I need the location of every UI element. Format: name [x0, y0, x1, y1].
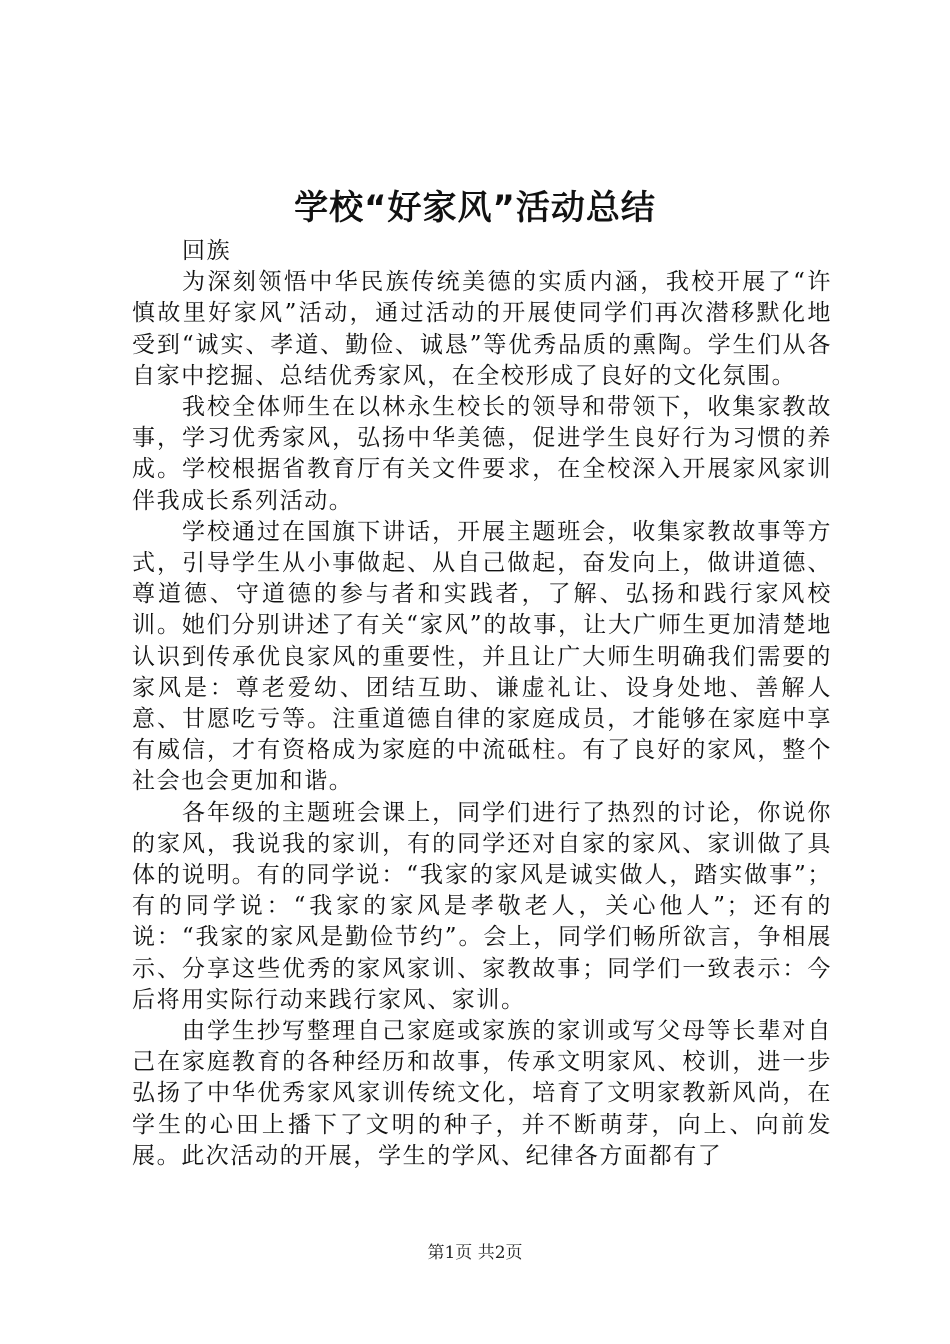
paragraph: 为深刻领悟中华民族传统美德的实质内涵，我校开展了“许慎故里好家风”活动，通过活动的开展使同学们再次潜移默化地受到“诚实、孝道、勤俭、诚恳”等优秀品质的熏陶。学生们从各自家中挖掘、总结优秀家风，在全校形成了良好的文化氛围。: [132, 269, 832, 389]
document-title: 学校“好家风”活动总结: [294, 188, 656, 228]
paragraph: 我校全体师生在以林永生校长的领导和带领下，收集家教故事，学习优秀家风，弘扬中华美德，促进学生良好行为习惯的养成。学校根据省教育厅有关文件要求，在全校深入开展家风家训伴我成长系列活动。: [132, 394, 832, 514]
paragraph: 学校通过在国旗下讲话，开展主题班会，收集家教故事等方式，引导学生从小事做起、从自己做起，奋发向上，做讲道德、尊道德、守道德的参与者和实践者，了解、弘扬和践行家风校训。她们分别讲述了有关“家风”的故事，让大广师生更加清楚地认识到传承优良家风的重要性，并且让广大师生明确我们需要的家风是：尊老爱幼、团结互助、谦虚礼让、设身处地、善解人意、甘愿吃亏等。注重道德自律的家庭成员，才能够在家庭中享有威信，才有资格成为家庭的中流砥柱。有了良好的家风，整个社会也会更加和谐。: [132, 518, 832, 795]
page-number-footer: 第1页 共2页: [427, 1243, 523, 1263]
document-body: [132, 236, 832, 1172]
paragraph: 由学生抄写整理自己家庭或家族的家训或写父母等长辈对自己在家庭教育的各种经历和故事，传承文明家风、校训，进一步弘扬了中华优秀家风家训传统文化，培育了文明家教新风尚，在学生的心田上播下了文明的种子，并不断萌芽，向上、向前发展。此次活动的开展，学生的学风、纪律各方面都有了: [132, 1018, 832, 1169]
paragraph: 各年级的主题班会课上，同学们进行了热烈的讨论，你说你的家风，我说我的家训，有的同学还对自家的家风、家训做了具体的说明。有的同学说：“我家的家风是诚实做人，踏实做事”；有的同学说：“我家的家风是孝敬老人，关心他人”；还有的说：“我家的家风是勤俭节约”。会上，同学们畅所欲言，争相展示、分享这些优秀的家风家训、家教故事；同学们一致表示：今后将用实际行动来践行家风、家训。: [132, 799, 832, 1013]
author-line: 回族: [182, 238, 232, 264]
